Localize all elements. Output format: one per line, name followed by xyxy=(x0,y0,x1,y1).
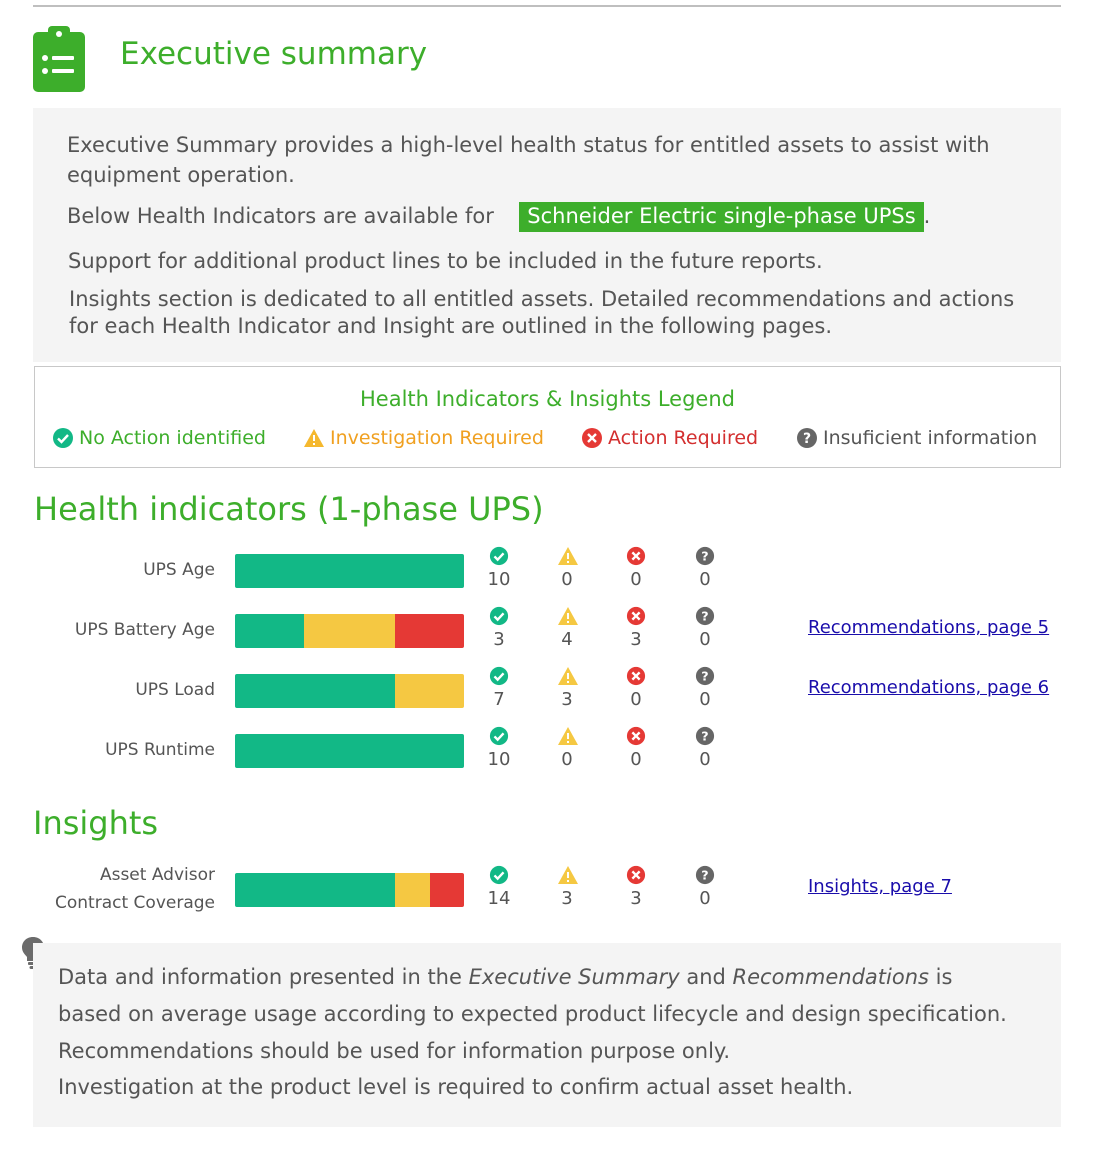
x-circle-icon xyxy=(626,865,646,889)
row-label xyxy=(33,676,215,704)
legend-no-action-label: No Action identified xyxy=(79,427,266,449)
legend-title: Health Indicators & Insights Legend xyxy=(359,387,735,411)
note-line-3: Recommendations should be used for information purpose only. xyxy=(58,1039,731,1063)
count-unk: 0 xyxy=(699,569,711,590)
row-label-text: UPS Load xyxy=(135,680,215,700)
count-err: 0 xyxy=(630,569,642,590)
page-title: Executive summary xyxy=(120,36,428,72)
count-err: 3 xyxy=(630,888,642,909)
svg-text:?: ? xyxy=(701,548,709,564)
svg-text:?: ? xyxy=(701,608,709,624)
row-label xyxy=(33,616,215,644)
count-err: 3 xyxy=(630,629,642,650)
intro-panel xyxy=(33,108,1061,362)
svg-text:?: ? xyxy=(701,728,709,744)
intro-line-4b: for each Health Indicator and Insight are outlined in the following pages. xyxy=(69,314,833,338)
count-ok: 10 xyxy=(487,749,511,770)
svg-text:?: ? xyxy=(802,431,812,447)
note-line-1-a: Data and information presented in the xyxy=(58,965,462,989)
note-line-1 xyxy=(58,962,952,992)
row-label-line-2: Contract Coverage xyxy=(55,893,215,913)
legend-box xyxy=(34,366,1061,468)
x-circle-icon xyxy=(626,606,646,630)
count-unk: 0 xyxy=(699,749,711,770)
count-warn: 3 xyxy=(561,689,573,710)
count-err: 0 xyxy=(630,689,642,710)
row-label-line-1: Asset Advisor xyxy=(99,865,215,885)
count-unk: 0 xyxy=(699,888,711,909)
svg-text:?: ? xyxy=(701,668,709,684)
x-circle-icon xyxy=(626,666,646,690)
question-circle-icon xyxy=(695,606,715,630)
product-line-highlight: Schneider Electric single-phase UPSs xyxy=(519,202,923,232)
count-ok: 10 xyxy=(487,569,511,590)
legend-action-label: Action Required xyxy=(608,427,759,449)
note-line-2: based on average usage according to expected product lifecycle and design specification. xyxy=(58,1002,1007,1026)
intro-line-2 xyxy=(67,201,930,231)
question-circle-icon xyxy=(695,726,715,750)
legend-insufficient xyxy=(796,427,1037,449)
bar-segment-err xyxy=(430,873,464,907)
bar-segment-warn xyxy=(395,674,464,708)
count-unk: 0 xyxy=(699,629,711,650)
question-circle-icon xyxy=(695,546,715,570)
count-ok: 7 xyxy=(493,689,505,710)
question-circle-icon xyxy=(695,865,715,889)
question-circle-icon xyxy=(695,666,715,690)
bar-segment-warn xyxy=(395,873,429,907)
disclaimer-panel xyxy=(33,943,1061,1127)
warning-triangle-icon xyxy=(557,546,579,570)
note-line-1-c: and xyxy=(686,965,726,989)
check-circle-icon xyxy=(489,865,509,889)
count-ok: 14 xyxy=(487,888,511,909)
count-err: 0 xyxy=(630,749,642,770)
warning-triangle-icon xyxy=(557,606,579,630)
x-circle-icon xyxy=(626,726,646,750)
note-line-1-e: is xyxy=(935,965,953,989)
legend-investigation xyxy=(303,427,544,449)
legend-insufficient-label: Insuficient information xyxy=(823,427,1038,449)
row-label xyxy=(33,556,215,584)
row-label-text: UPS Age xyxy=(143,560,215,580)
legend-no-action xyxy=(52,427,266,449)
legend-action xyxy=(581,427,758,449)
status-bar xyxy=(235,614,464,648)
count-warn: 4 xyxy=(561,629,573,650)
intro-line-1b: equipment operation. xyxy=(67,163,295,187)
health-section-title: Health indicators (1-phase UPS) xyxy=(34,490,544,528)
note-line-1-d: Recommendations xyxy=(732,965,929,989)
recommendations-link[interactable]: Insights, page 7 xyxy=(808,876,952,897)
top-divider xyxy=(33,5,1061,7)
note-line-1-b: Executive Summary xyxy=(468,965,680,989)
intro-line-2-suffix: . xyxy=(923,204,931,228)
clipboard-list-icon xyxy=(33,24,85,92)
recommendations-link[interactable]: Recommendations, page 6 xyxy=(808,677,1050,698)
status-bar xyxy=(235,873,464,907)
check-circle-icon xyxy=(52,427,74,449)
question-circle-icon xyxy=(796,427,818,449)
bar-segment-ok xyxy=(235,554,464,588)
check-circle-icon xyxy=(489,726,509,750)
count-unk: 0 xyxy=(699,689,711,710)
bar-segment-err xyxy=(395,614,464,648)
bar-segment-ok xyxy=(235,614,304,648)
count-warn: 0 xyxy=(561,749,573,770)
status-bar xyxy=(235,734,464,768)
x-circle-icon xyxy=(581,427,603,449)
check-circle-icon xyxy=(489,606,509,630)
status-bar xyxy=(235,674,464,708)
row-label xyxy=(33,736,215,764)
intro-line-3: Support for additional product lines to be included in the future reports. xyxy=(68,249,823,273)
insights-section-title: Insights xyxy=(33,804,159,842)
bar-segment-ok xyxy=(235,734,464,768)
warning-triangle-icon xyxy=(303,428,325,448)
row-label-text: UPS Battery Age xyxy=(74,620,215,640)
status-bar xyxy=(235,554,464,588)
bar-segment-ok xyxy=(235,873,395,907)
warning-triangle-icon xyxy=(557,666,579,690)
recommendations-link[interactable]: Recommendations, page 5 xyxy=(808,617,1050,638)
svg-text:?: ? xyxy=(701,867,709,883)
check-circle-icon xyxy=(489,666,509,690)
bar-segment-ok xyxy=(235,674,395,708)
check-circle-icon xyxy=(489,546,509,570)
warning-triangle-icon xyxy=(557,865,579,889)
legend-investigation-label: Investigation Required xyxy=(330,427,544,449)
intro-line-2-prefix: Below Health Indicators are available for xyxy=(67,204,494,228)
bar-segment-warn xyxy=(304,614,396,648)
warning-triangle-icon xyxy=(557,726,579,750)
count-warn: 0 xyxy=(561,569,573,590)
row-label xyxy=(33,861,215,917)
count-warn: 3 xyxy=(561,888,573,909)
note-line-4: Investigation at the product level is required to confirm actual asset health. xyxy=(58,1075,854,1099)
x-circle-icon xyxy=(626,546,646,570)
intro-line-4: Insights section is dedicated to all entitled assets. Detailed recommendations and actions xyxy=(69,287,1015,311)
count-ok: 3 xyxy=(493,629,505,650)
intro-line-1: Executive Summary provides a high-level health status for entitled assets to assist with xyxy=(67,133,990,157)
row-label-text: UPS Runtime xyxy=(105,740,215,760)
